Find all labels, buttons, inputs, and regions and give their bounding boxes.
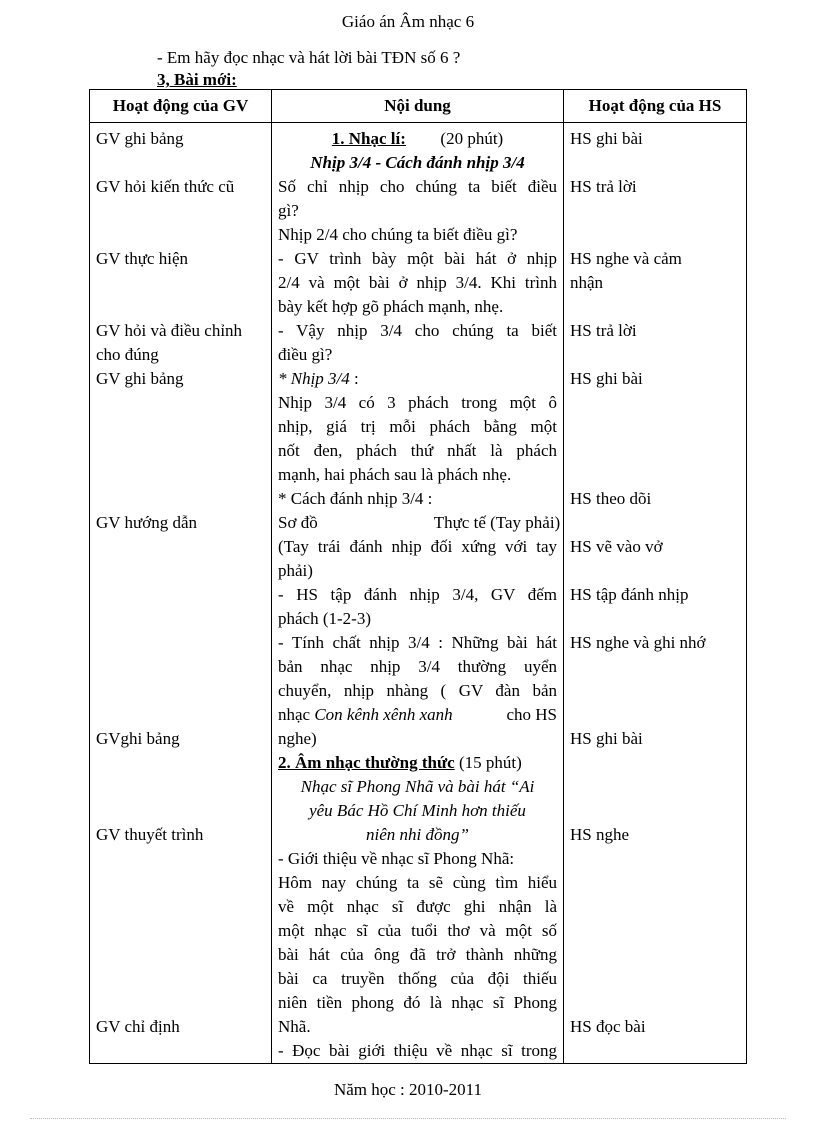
content-line: cho HS — [506, 705, 557, 724]
section-1-title: 1. Nhạc lí: — [331, 129, 406, 148]
gv-line: cho đúng — [96, 345, 159, 364]
content-column — [272, 123, 564, 1064]
content-line: điều gì? — [278, 345, 333, 364]
hs-line: HS ghi bài — [570, 729, 643, 748]
content-line: - HS tập đánh nhịp 3/4, GV đếm — [278, 585, 557, 604]
gv-line: GV ghi bảng — [96, 369, 184, 388]
intro-question: - Em hãy đọc nhạc và hát lời bài TĐN số 6 ? — [157, 48, 461, 67]
content-line: - Đọc bài giới thiệu về nhạc sĩ trong — [278, 1041, 557, 1060]
hs-line: nhận — [570, 273, 604, 292]
content-line: bản nhạc nhịp 3/4 thường uyển — [278, 657, 557, 676]
hs-column — [564, 123, 747, 1064]
page-header: Giáo án Âm nhạc 6 — [341, 12, 475, 31]
hs-line: HS trả lời — [570, 321, 637, 340]
content-line: bài ca truyền thống của đội thiếu — [278, 969, 557, 988]
gv-line: GVghi bảng — [96, 729, 180, 748]
hs-line: HS đọc bài — [570, 1017, 646, 1036]
gv-column — [90, 123, 272, 1064]
section-1-time: (20 phút) — [440, 129, 504, 148]
content-line: nghe) — [278, 729, 317, 748]
hs-line: HS ghi bài — [570, 369, 643, 388]
content-line: nhịp, giá trị mỗi phách bằng một — [278, 417, 557, 436]
content-line: - Vậy nhịp 3/4 cho chúng ta biết — [278, 321, 557, 340]
content-line: - Giới thiệu về nhạc sĩ Phong Nhã: — [278, 849, 515, 868]
diagram-right-label: Thực tế (Tay phải) — [433, 513, 561, 532]
content-line: gì? — [278, 201, 299, 220]
content-line: chuyển, nhịp nhàng ( GV đàn bản — [278, 681, 557, 700]
content-line: bài hát của ông đã trở thành những — [278, 945, 557, 964]
content-line: nốt đen, phách thứ nhất là phách — [278, 441, 557, 460]
content-line: phách (1-2-3) — [278, 609, 371, 628]
content-line: mạnh, hai phách sau là phách nhẹ. — [278, 465, 512, 484]
section-2-subtitle: yêu Bác Hồ Chí Minh hơn thiếu — [309, 801, 526, 820]
hs-line: HS nghe và cảm — [570, 249, 682, 268]
content-line: Nhịp 2/4 cho chúng ta biết điều gì? — [278, 225, 518, 244]
gv-line: GV thực hiện — [96, 249, 188, 268]
content-line: - GV trình bày một bài hát ở nhịp — [278, 249, 557, 268]
definition-label: * Nhịp 3/4 — [278, 369, 350, 388]
content-line: niên tiền phong đó là nhạc sĩ Phong — [278, 993, 557, 1012]
gv-line: GV hỏi kiến thức cũ — [96, 177, 235, 196]
header-gv: Hoạt động của GV — [90, 90, 272, 123]
content-line: Số chỉ nhịp cho chúng ta biết điều — [278, 177, 557, 196]
hs-line: HS trả lời — [570, 177, 637, 196]
content-line: Nhịp 3/4 có 3 phách trong một ô — [278, 393, 557, 412]
page-bottom-rule — [30, 1118, 786, 1119]
gv-line: GV hướng dẫn — [96, 513, 197, 532]
section-2-subtitle: Nhạc sĩ Phong Nhã và bài hát “Ai — [300, 777, 535, 796]
song-title: Con kênh xênh xanh — [314, 705, 453, 724]
content-line: Nhã. — [278, 1017, 311, 1036]
section-2-time: (15 phút) — [454, 753, 522, 772]
content-line: (Tay trái đánh nhịp đối xứng với tay — [278, 537, 557, 556]
content-line: một nhạc sĩ của tuổi thơ và một số — [278, 921, 557, 940]
section-2-subtitle: niên nhi đồng” — [366, 825, 469, 844]
lesson-plan-table — [89, 89, 747, 1064]
content-line: nhạc — [278, 705, 315, 724]
header-content: Nội dung — [272, 90, 564, 123]
gv-line: GV chỉ định — [96, 1017, 180, 1036]
content-line: bày kết hợp gõ phách mạnh, nhẹ. — [278, 297, 504, 316]
page-footer: Năm học : 2010-2011 — [333, 1080, 483, 1099]
gv-line: GV ghi bảng — [96, 129, 184, 148]
hs-line: HS vẽ vào vở — [570, 537, 663, 556]
hs-line: HS ghi bài — [570, 129, 643, 148]
hs-line: HS nghe và ghi nhớ — [570, 633, 706, 652]
content-line: - Tính chất nhịp 3/4 : Những bài hát — [278, 633, 557, 652]
conduct-title: * Cách đánh nhịp 3/4 : — [278, 489, 433, 508]
section-1-subtitle: Nhịp 3/4 - Cách đánh nhịp 3/4 — [310, 153, 525, 172]
gv-line: GV hỏi và điều chỉnh — [96, 321, 243, 340]
diagram-left-label: Sơ đồ — [278, 513, 318, 532]
hs-line: HS nghe — [570, 825, 630, 844]
hs-line: HS tập đánh nhịp — [570, 585, 689, 604]
header-hs: Hoạt động của HS — [564, 90, 747, 123]
table-row — [90, 123, 747, 1064]
content-line: 2/4 và một bài ở nhịp 3/4. Khi trình — [278, 273, 557, 292]
section-title: 3, Bài mới: — [157, 70, 237, 89]
hs-line: HS theo dõi — [570, 489, 652, 508]
content-line: về một nhạc sĩ được ghi nhận là — [278, 897, 557, 916]
gv-line: GV thuyết trình — [96, 825, 204, 844]
content-line: Hôm nay chúng ta sẽ cùng tìm hiểu — [278, 873, 557, 892]
section-2-title: 2. Âm nhạc thường thức — [278, 753, 455, 772]
definition-colon: : — [349, 369, 359, 388]
content-line: phải) — [278, 561, 313, 580]
table-header-row — [90, 90, 747, 123]
